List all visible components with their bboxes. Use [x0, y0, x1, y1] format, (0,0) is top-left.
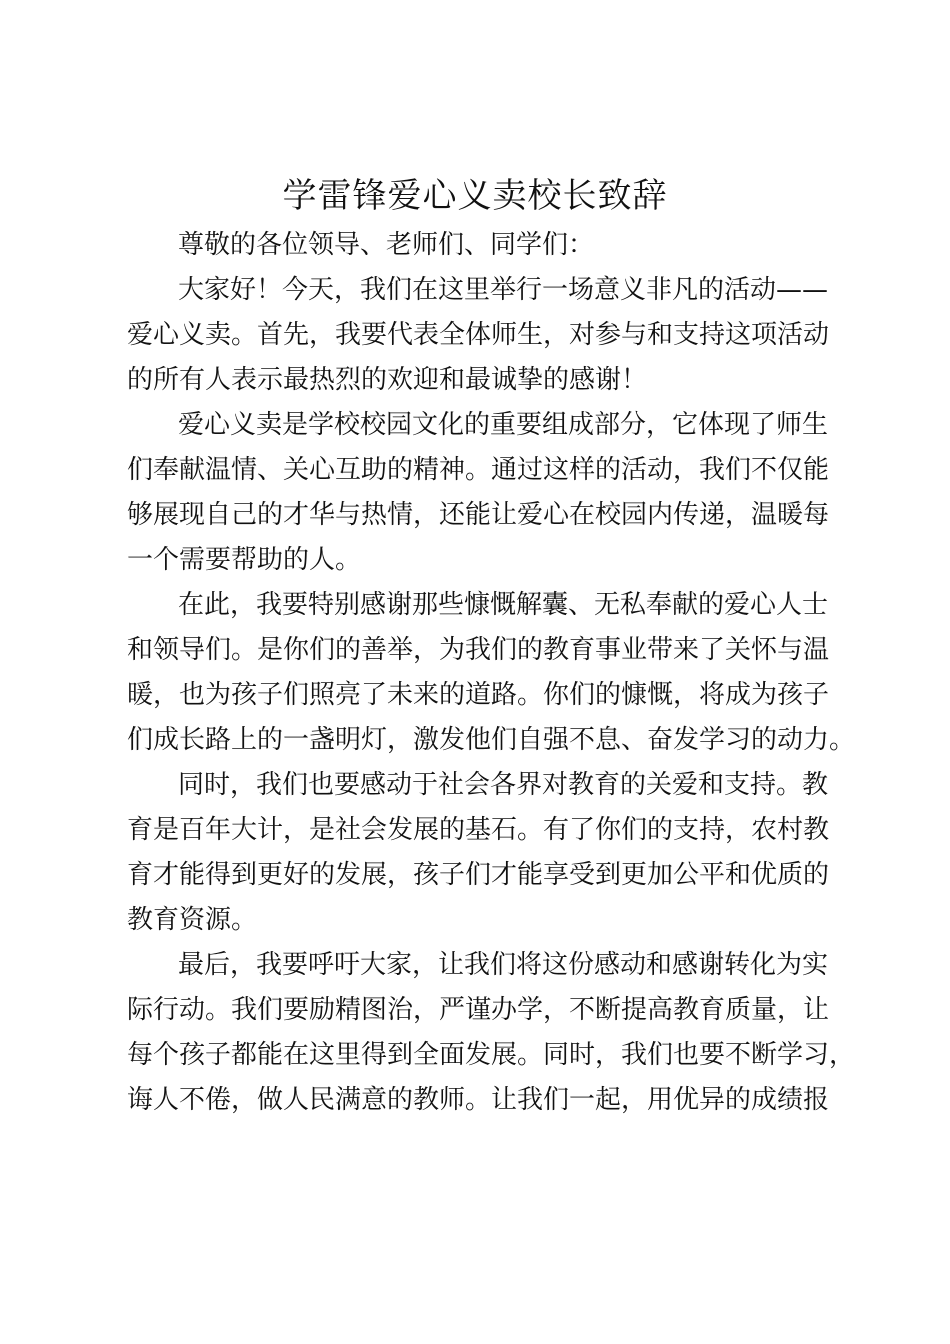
text-line: 诲人不倦，做人民满意的教师。让我们一起，用优异的成绩报 — [127, 1085, 830, 1115]
text-line: 们奉献温情、关心互助的精神。通过这样的活动，我们不仅能 — [127, 455, 830, 485]
text-line: 一个需要帮助的人。 — [127, 545, 362, 575]
text-line: 育是百年大计，是社会发展的基石。有了你们的支持，农村教 — [127, 815, 830, 845]
text-line: 够展现自己的才华与热情，还能让爱心在校园内传递，温暖每 — [127, 500, 830, 530]
text-line: 们成长路上的一盏明灯，激发他们自强不息、奋发学习的动力。 — [127, 725, 856, 755]
text-line: 尊敬的各位领导、老师们、同学们： — [178, 230, 595, 260]
text-line: 大家好！今天，我们在这里举行一场意义非凡的活动—— — [178, 275, 829, 305]
text-line: 教育资源。 — [127, 905, 258, 935]
page-title: 学雷锋爱心义卖校长致辞 — [282, 176, 668, 216]
text-line: 育才能得到更好的发展，孩子们才能享受到更加公平和优质的 — [127, 860, 830, 890]
text-line: 每个孩子都能在这里得到全面发展。同时，我们也要不断学习， — [127, 1040, 856, 1070]
text-line: 同时，我们也要感动于社会各界对教育的关爱和支持。教 — [178, 770, 829, 800]
text-line: 际行动。我们要励精图治，严谨办学，不断提高教育质量，让 — [127, 995, 830, 1025]
text-line: 和领导们。是你们的善举，为我们的教育事业带来了关怀与温 — [127, 635, 830, 665]
text-line: 暖，也为孩子们照亮了未来的道路。你们的慷慨，将成为孩子 — [127, 680, 830, 710]
text-line: 的所有人表示最热烈的欢迎和最诚挚的感谢！ — [127, 365, 648, 395]
text-line: 最后，我要呼吁大家，让我们将这份感动和感谢转化为实 — [178, 950, 829, 980]
text-line: 爱心义卖是学校校园文化的重要组成部分，它体现了师生 — [178, 410, 829, 440]
text-line: 爱心义卖。首先，我要代表全体师生，对参与和支持这项活动 — [127, 320, 830, 350]
text-line: 在此，我要特别感谢那些慷慨解囊、无私奉献的爱心人士 — [178, 590, 829, 620]
